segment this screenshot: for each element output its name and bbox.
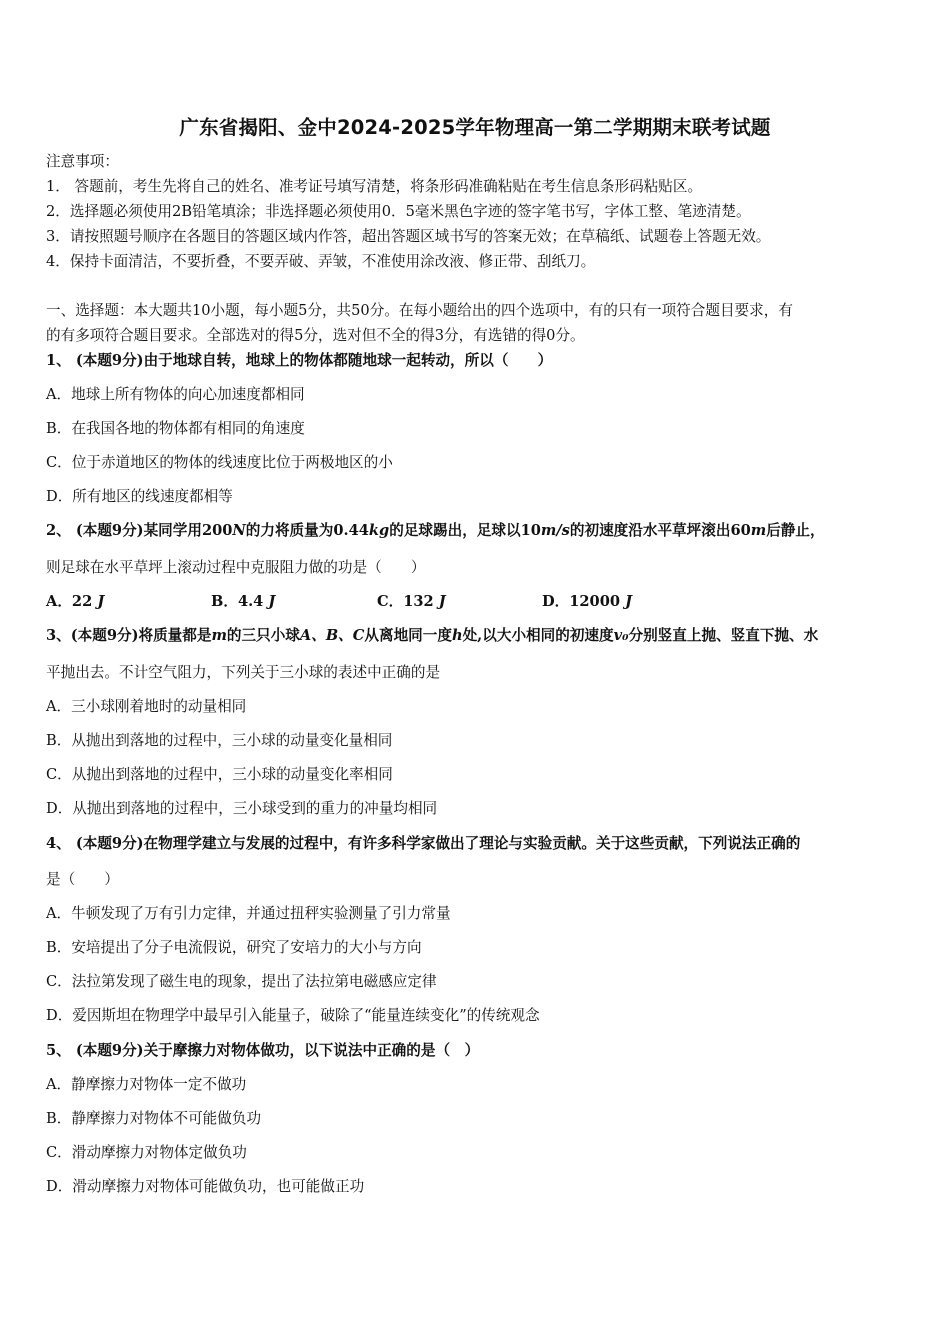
q3-stem-d: 处,以大小相同的初速度 <box>462 627 614 644</box>
q5-option-a: A．静摩擦力对物体一定不做功 <box>46 1076 247 1093</box>
q3-option-a: A．三小球刚着地时的动量相同 <box>46 698 247 715</box>
q5-option-b: B．静摩擦力对物体不可能做负功 <box>46 1110 262 1127</box>
q3-stem-line-1 <box>46 626 818 646</box>
notice-item-1: 1． 答题前，考生先将自己的姓名、准考证号填写清楚，将条形码准确粘贴在考生信息条形码粘贴区。 <box>46 178 703 195</box>
q2-stem-line-2: 则足球在水平草坪上滚动过程中克服阻力做的功是（ ） <box>46 559 426 576</box>
q2-force: 200 <box>201 522 233 539</box>
q1-option-a: A．地球上所有物体的向心加速度都相同 <box>46 386 305 403</box>
notice-item-2: 2．选择题必须使用2B铅笔填涂；非选择题必须使用0．5毫米黑色字迹的签字笔书写，字体工整、笔迹清楚。 <box>46 203 751 220</box>
q2-option-c-unit: J <box>438 593 446 610</box>
q2-option-a-value: 22 <box>71 593 93 610</box>
q3-option-c: C．从抛出到落地的过程中，三小球的动量变化率相同 <box>46 766 393 783</box>
q3-v0-symbol: v₀ <box>613 627 629 644</box>
q2-stem-d: 的初速度沿水平草坪滚出 <box>569 522 731 539</box>
q2-speed: 10 <box>520 522 541 539</box>
q1-stem: 1、 (本题9分)由于地球自转，地球上的物体都随地球一起转动，所以（ ） <box>46 352 553 369</box>
q1-option-d: D．所有地区的线速度都相等 <box>46 488 233 505</box>
q3-option-d: D．从抛出到落地的过程中，三小球受到的重力的冲量均相同 <box>46 800 438 817</box>
q3-balls: A、B、C <box>299 627 365 644</box>
q2-option-c <box>377 592 446 612</box>
q3-stem-e: 分别竖直上抛、竖直下抛、水 <box>628 627 819 644</box>
q3-stem-line-2: 平抛出去。不计空气阻力，下列关于三小球的表述中正确的是 <box>46 664 441 681</box>
q4-option-c: C．法拉第发现了磁生电的现象，提出了法拉第电磁感应定律 <box>46 973 437 990</box>
q2-option-a-unit: J <box>97 593 105 610</box>
q1-option-b: B．在我国各地的物体都有相同的角速度 <box>46 420 305 437</box>
q4-option-d: D．爱因斯坦在物理学中最早引入能量子，破除了“能量连续变化”的传统观念 <box>46 1007 540 1024</box>
q2-option-c-value: 132 <box>403 593 434 610</box>
q2-option-d <box>542 592 632 612</box>
q2-option-d-value: 12000 <box>569 593 621 610</box>
q2-option-b-label: B． <box>211 593 238 610</box>
q3-mass-symbol: m <box>211 627 227 644</box>
q3-option-b: B．从抛出到落地的过程中，三小球的动量变化量相同 <box>46 732 393 749</box>
q2-distance-unit: m <box>750 522 767 539</box>
q4-option-b: B．安培提出了分子电流假说，研究了安培力的大小与方向 <box>46 939 422 956</box>
q5-stem: 5、 (本题9分)关于摩擦力对物体做功，以下说法中正确的是（ ） <box>46 1042 480 1059</box>
q2-speed-unit: m/s <box>540 522 570 539</box>
q2-stem-b: 的力将质量为 <box>245 522 334 539</box>
q2-force-unit: N <box>232 522 246 539</box>
q4-stem-line-2: 是（ ） <box>46 871 119 888</box>
section-instruction-line-2: 的有多项符合题目要求。全部选对的得5分，选对但不全的得3分，有选错的得0分。 <box>46 327 585 344</box>
q1-option-c: C．位于赤道地区的物体的线速度比位于两极地区的小 <box>46 454 393 471</box>
q4-option-a: A．牛顿发现了万有引力定律，并通过扭秤实验测量了引力常量 <box>46 905 451 922</box>
q3-height-symbol: h <box>451 627 463 644</box>
notice-item-4: 4．保持卡面清洁，不要折叠，不要弄破、弄皱，不准使用涂改液、修正带、刮纸刀。 <box>46 253 596 270</box>
notice-item-3: 3．请按照题号顺序在各题目的答题区域内作答，超出答题区域书写的答案无效；在草稿纸、试题卷上答题无效。 <box>46 228 771 245</box>
q2-option-d-unit: J <box>625 593 633 610</box>
q2-distance: 60 <box>730 522 751 539</box>
exam-title: 广东省揭阳、金中2024-2025学年物理高一第二学期期末联考试题 <box>179 116 771 139</box>
q2-mass: 0.44 <box>333 522 369 539</box>
q2-option-b-unit: J <box>268 593 276 610</box>
q2-option-c-label: C． <box>377 593 404 610</box>
q2-option-b <box>211 592 275 612</box>
q5-option-d: D．滑动摩擦力对物体可能做负功，也可能做正功 <box>46 1178 365 1195</box>
q2-stem-c: 的足球踢出，足球以 <box>389 522 521 539</box>
q3-stem-c: 从离地同一度 <box>364 627 452 644</box>
q5-option-c: C．滑动摩擦力对物体定做负功 <box>46 1144 247 1161</box>
q2-mass-unit: kg <box>368 522 390 539</box>
q2-option-a-label: A． <box>46 593 72 610</box>
q2-stem-e: 后静止， <box>766 522 825 539</box>
q2-option-d-label: D． <box>542 593 570 610</box>
q2-stem-a: 2、 (本题9分)某同学用 <box>46 522 202 539</box>
q2-option-b-value: 4.4 <box>237 593 264 610</box>
q3-stem-b: 的三只小球 <box>226 627 300 644</box>
notice-heading: 注意事项： <box>46 153 119 170</box>
q4-stem-line-1: 4、 (本题9分)在物理学建立与发展的过程中，有许多科学家做出了理论与实验贡献。关于这些贡献，下列说法正确的 <box>46 835 801 852</box>
q3-stem-a: 3、(本题9分)将质量都是 <box>46 627 212 644</box>
section-instruction-line-1: 一、选择题：本大题共10小题，每小题5分，共50分。在每小题给出的四个选项中，有的只有一项符合题目要求，有 <box>46 302 793 319</box>
q2-stem-line-1 <box>46 521 825 541</box>
q2-option-a <box>46 592 104 612</box>
